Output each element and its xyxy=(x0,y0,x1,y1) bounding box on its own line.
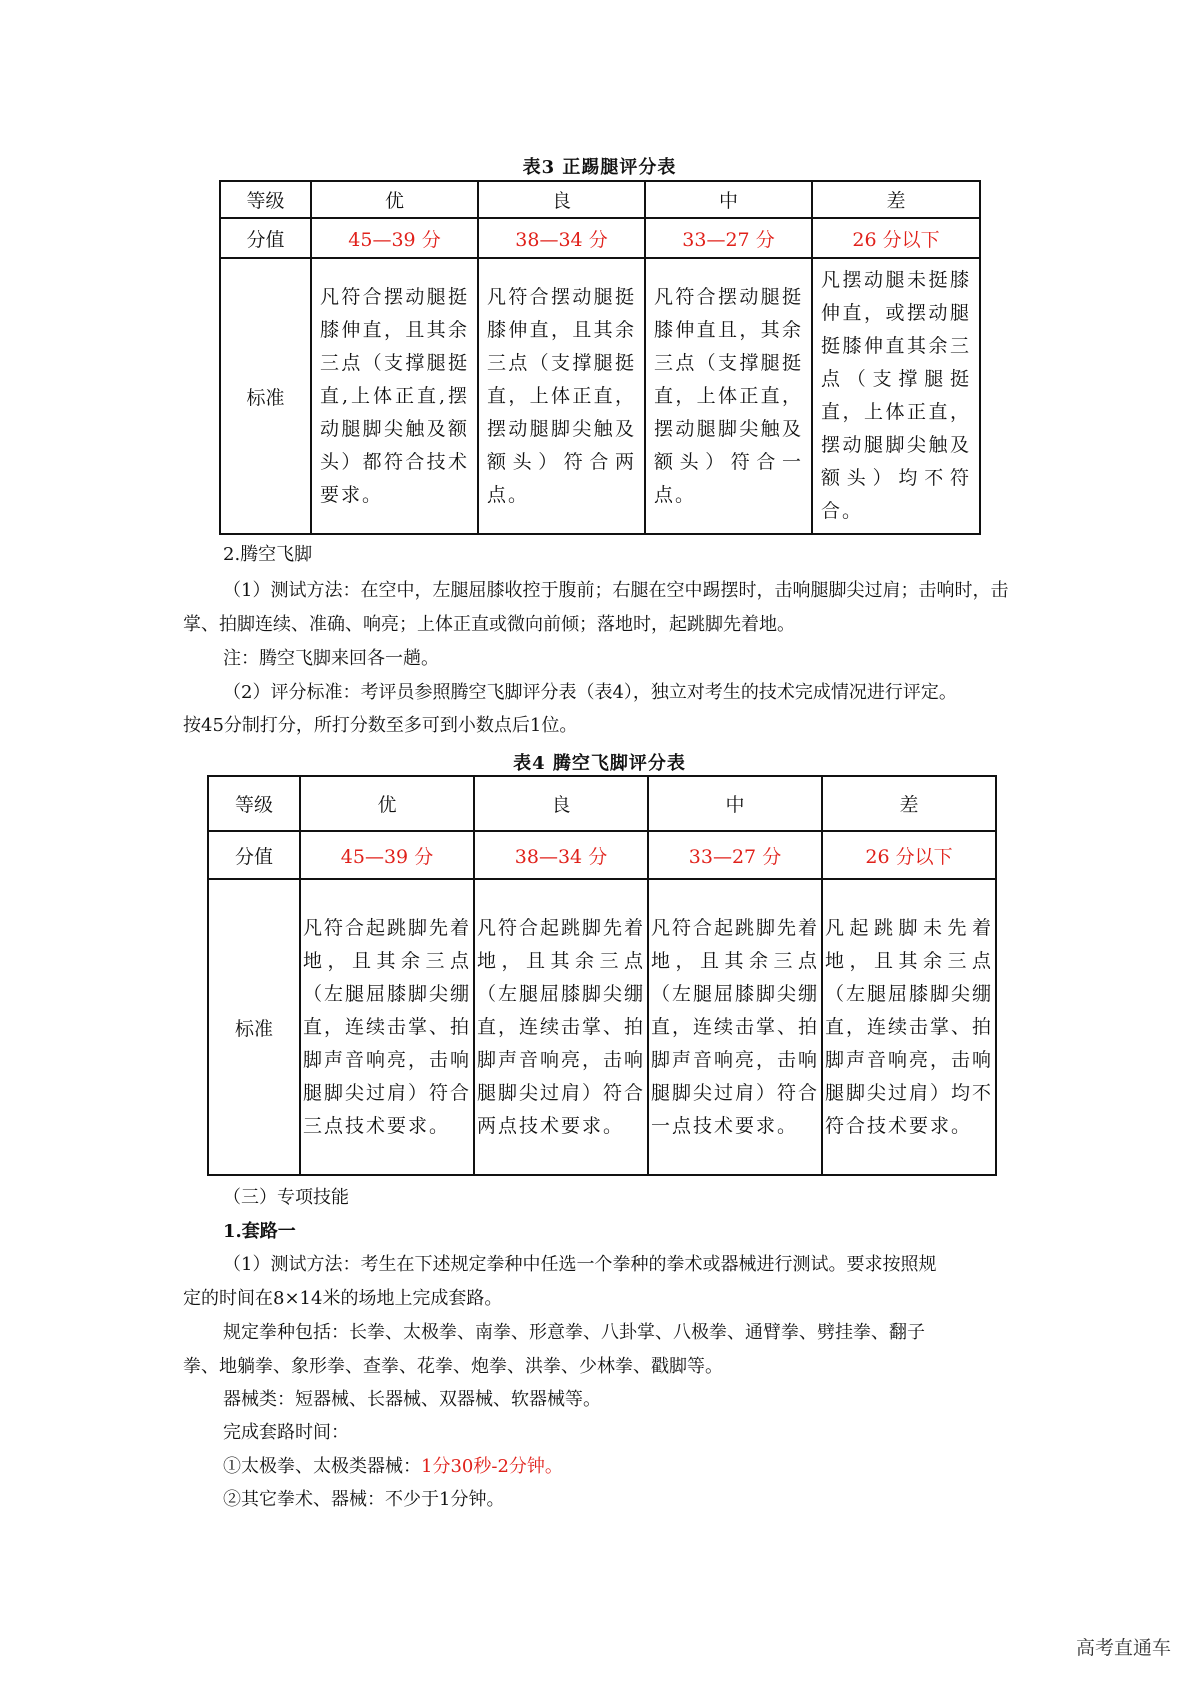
table4-caption: 表4 腾空飞脚评分表 xyxy=(513,753,686,774)
table4-grade-poor: 差 xyxy=(822,776,996,831)
table3-score-excellent: 45—39 分 xyxy=(311,218,478,258)
table3-grade-excellent: 优 xyxy=(311,181,478,218)
table3-score-medium: 33—27 分 xyxy=(645,218,812,258)
table4-grade-good: 良 xyxy=(474,776,648,831)
table4-header-row xyxy=(208,776,996,831)
table4-grade-excellent: 优 xyxy=(300,776,474,831)
section3-method-line2: 定的时间在8×14米的场地上完成套路。 xyxy=(183,1288,503,1309)
styles-line1: 规定拳种包括：长拳、太极拳、南拳、形意拳、八卦掌、八极拳、通臂拳、劈挂拳、翻子 xyxy=(223,1322,925,1343)
time-item-1-value: 1分30秒-2分钟。 xyxy=(421,1456,563,1477)
table4-criteria-excellent: 凡符合起跳脚先着地，且其余三点（左腿屈膝脚尖绷直，连续击掌、拍脚声音响亮，击响腿脚尖过肩）符合三点技术要求。 xyxy=(300,879,474,1175)
table4-criteria-poor: 凡起跳脚未先着地，且其余三点（左腿屈膝脚尖绷直，连续击掌、拍脚声音响亮，击响腿脚尖过肩）均不符合技术要求。 xyxy=(822,879,996,1175)
table4-score-good: 38—34 分 xyxy=(474,831,648,879)
table3-score-row xyxy=(220,218,980,258)
table3-header-row xyxy=(220,181,980,218)
time-item-1-label: ①太极拳、太极类器械： xyxy=(223,1456,421,1477)
table4-criteria-label: 标准 xyxy=(208,879,300,1175)
section2-criteria-line1: （2）评分标准：考评员参照腾空飞脚评分表（表4），独立对考生的技术完成情况进行评定。 xyxy=(223,682,957,703)
table3-score-label: 分值 xyxy=(220,218,311,258)
table4-score-row xyxy=(208,831,996,879)
table3-caption: 表3 正踢腿评分表 xyxy=(522,157,677,178)
table4 xyxy=(207,775,997,1176)
table3-criteria-label: 标准 xyxy=(220,258,311,534)
section2-method-line1: （1）测试方法：在空中，左腿屈膝收控于腹前；右腿在空中踢摆时，击响腿脚尖过肩；击响时，击 xyxy=(223,580,1009,601)
table3-grade-poor: 差 xyxy=(812,181,980,218)
table3-grade-good: 良 xyxy=(478,181,645,218)
routine-title: 1.套路一 xyxy=(223,1221,296,1242)
section2-title: 2.腾空飞脚 xyxy=(223,544,313,565)
table3-score-good: 38—34 分 xyxy=(478,218,645,258)
section3-method-line1: （1）测试方法：考生在下述规定拳种中任选一个拳种的拳术或器械进行测试。要求按照规 xyxy=(223,1254,937,1275)
styles-line2: 拳、地躺拳、象形拳、查拳、花拳、炮拳、洪拳、少林拳、戳脚等。 xyxy=(183,1356,723,1377)
section2-note: 注：腾空飞脚来回各一趟。 xyxy=(223,648,439,669)
watermark: 高考直通车 xyxy=(1075,1637,1171,1659)
table3-criteria-medium: 凡符合摆动腿挺膝伸直且，其余三点（支撑腿挺直，上体正直，摆动腿脚尖触及额头）符合一点。 xyxy=(645,258,812,534)
table4-grade-medium: 中 xyxy=(648,776,822,831)
table4-score-label: 分值 xyxy=(208,831,300,879)
table3 xyxy=(219,180,981,535)
table4-criteria-row xyxy=(208,879,996,1175)
section2-criteria-line2: 按45分制打分，所打分数至多可到小数点后1位。 xyxy=(183,715,578,736)
table3-score-poor: 26 分以下 xyxy=(812,218,980,258)
table4-score-medium: 33—27 分 xyxy=(648,831,822,879)
table3-criteria-row xyxy=(220,258,980,534)
table3-criteria-good: 凡符合摆动腿挺膝伸直，且其余三点（支撑腿挺直，上体正直，摆动腿脚尖触及额头）符合两点。 xyxy=(478,258,645,534)
section3-heading: （三）专项技能 xyxy=(223,1187,349,1208)
table4-score-excellent: 45—39 分 xyxy=(300,831,474,879)
table3-criteria-excellent: 凡符合摆动腿挺膝伸直，且其余三点（支撑腿挺直,上体正直,摆动腿脚尖触及额头）都符合技术要求。 xyxy=(311,258,478,534)
table3-grade-medium: 中 xyxy=(645,181,812,218)
section2-method-line2: 掌、拍脚连续、准确、响亮；上体正直或微向前倾；落地时，起跳脚先着地。 xyxy=(183,614,795,635)
time-title: 完成套路时间： xyxy=(223,1422,349,1443)
table4-criteria-good: 凡符合起跳脚先着地，且其余三点（左腿屈膝脚尖绷直，连续击掌、拍脚声音响亮，击响腿脚尖过肩）符合两点技术要求。 xyxy=(474,879,648,1175)
time-item-2: ②其它拳术、器械：不少于1分钟。 xyxy=(223,1489,505,1510)
weapons-line: 器械类：短器械、长器械、双器械、软器械等。 xyxy=(223,1389,601,1410)
table4-criteria-medium: 凡符合起跳脚先着地，且其余三点（左腿屈膝脚尖绷直，连续击掌、拍脚声音响亮，击响腿脚尖过肩）符合一点技术要求。 xyxy=(648,879,822,1175)
table3-criteria-poor: 凡摆动腿未挺膝伸直，或摆动腿挺膝伸直其余三点（支撑腿挺直，上体正直，摆动腿脚尖触及额头）均不符合。 xyxy=(812,258,980,534)
table4-grade-label: 等级 xyxy=(208,776,300,831)
time-item-1 xyxy=(223,1455,563,1479)
table3-grade-label: 等级 xyxy=(220,181,311,218)
table4-score-poor: 26 分以下 xyxy=(822,831,996,879)
